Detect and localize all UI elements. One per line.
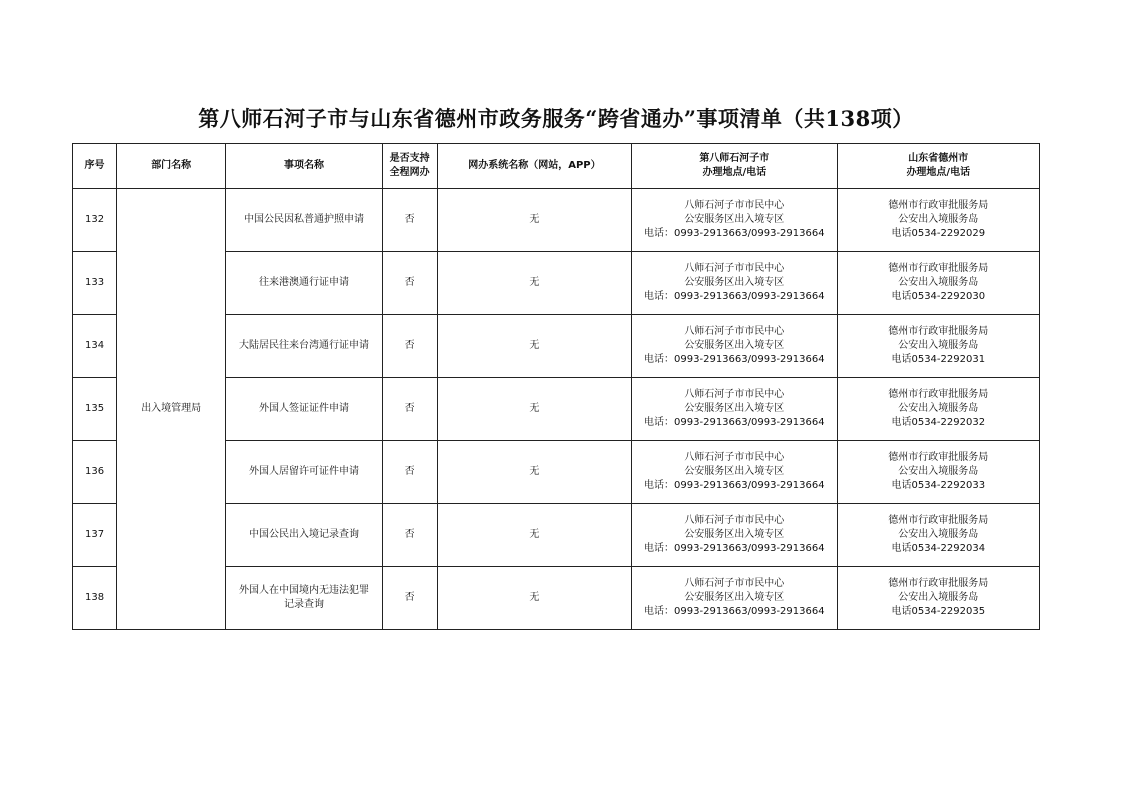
row-item-name-line1: 外国人签证证件申请: [258, 403, 349, 414]
header-bt: [632, 144, 837, 189]
row-full-online: 否: [382, 441, 437, 504]
row-dz-line1: 德州市行政审批服务局: [888, 578, 989, 589]
row-full-online: 否: [382, 189, 437, 252]
row-dz-line2: 公安出入境服务岛: [898, 214, 979, 225]
row-bt-line2: 公安服务区出入境专区: [684, 466, 785, 477]
row-dz-line2: 公安出入境服务岛: [898, 277, 979, 288]
row-dz-line2: 公安出入境服务岛: [898, 529, 979, 540]
row-item-name: [226, 441, 382, 504]
row-full-online: 否: [382, 504, 437, 567]
table-header-row: [73, 144, 1040, 189]
row-system: 无: [437, 567, 631, 630]
row-seq: 136: [73, 441, 117, 504]
table-row: [73, 189, 1040, 252]
header-seq: 序号: [73, 144, 117, 189]
row-bt-line2: 公安服务区出入境专区: [684, 529, 785, 540]
header-bt-line2: 办理地点/电话: [702, 167, 767, 178]
row-bt-phone: 电话：0993-2913663/0993-2913664: [644, 480, 825, 491]
row-full-online: 否: [382, 567, 437, 630]
row-item-name-line1: 往来港澳通行证申请: [258, 277, 349, 288]
page-title: 第八师石河子市与山东省德州市政务服务“跨省通办”事项清单（共138项）: [198, 106, 914, 131]
row-dz-line2: 公安出入境服务岛: [898, 403, 979, 414]
table-body: [73, 189, 1040, 630]
row-dz-phone: 电话0534-2292029: [891, 228, 986, 239]
row-bt-location: [632, 378, 837, 441]
row-bt-line1: 八师石河子市市民中心: [684, 389, 785, 400]
header-dz-line2: 办理地点/电话: [906, 167, 971, 178]
header-bt-line1: 第八师石河子市: [699, 153, 770, 164]
row-dz-phone: 电话0534-2292031: [891, 354, 986, 365]
row-item-name-line1: 中国公民出入境记录查询: [248, 529, 359, 540]
row-dz-phone: 电话0534-2292030: [891, 291, 986, 302]
row-seq: 135: [73, 378, 117, 441]
row-bt-line1: 八师石河子市市民中心: [684, 578, 785, 589]
row-item-name: [226, 504, 382, 567]
row-bt-phone: 电话：0993-2913663/0993-2913664: [644, 291, 825, 302]
row-seq: 134: [73, 315, 117, 378]
header-full-online: [382, 144, 437, 189]
header-dz: [837, 144, 1039, 189]
header-item: 事项名称: [226, 144, 382, 189]
header-dz-line1: 山东省德州市: [908, 153, 969, 164]
row-item-name: [226, 315, 382, 378]
row-dz-location: [837, 252, 1039, 315]
row-dz-location: [837, 441, 1039, 504]
row-item-name-line1: 大陆居民往来台湾通行证申请: [238, 340, 369, 351]
row-bt-line2: 公安服务区出入境专区: [684, 403, 785, 414]
row-bt-location: [632, 441, 837, 504]
row-bt-location: [632, 504, 837, 567]
row-dz-phone: 电话0534-2292035: [891, 606, 986, 617]
header-full-online-line2: 全程网办: [389, 167, 430, 178]
row-system: 无: [437, 315, 631, 378]
row-seq: 138: [73, 567, 117, 630]
row-seq: 137: [73, 504, 117, 567]
row-full-online: 否: [382, 378, 437, 441]
row-system: 无: [437, 441, 631, 504]
row-dz-line2: 公安出入境服务岛: [898, 340, 979, 351]
row-bt-phone: 电话：0993-2913663/0993-2913664: [644, 543, 825, 554]
row-bt-location: [632, 252, 837, 315]
row-bt-line2: 公安服务区出入境专区: [684, 277, 785, 288]
row-dz-line1: 德州市行政审批服务局: [888, 389, 989, 400]
row-dz-line1: 德州市行政审批服务局: [888, 326, 989, 337]
row-item-name: [226, 567, 382, 630]
row-bt-phone: 电话：0993-2913663/0993-2913664: [644, 228, 825, 239]
row-bt-line2: 公安服务区出入境专区: [684, 340, 785, 351]
row-bt-location: [632, 315, 837, 378]
row-bt-line1: 八师石河子市市民中心: [684, 200, 785, 211]
header-system: 网办系统名称（网站，APP）: [437, 144, 631, 189]
row-dz-location: [837, 567, 1039, 630]
row-dz-line1: 德州市行政审批服务局: [888, 200, 989, 211]
row-bt-location: [632, 567, 837, 630]
row-full-online: 否: [382, 315, 437, 378]
row-bt-phone: 电话：0993-2913663/0993-2913664: [644, 606, 825, 617]
row-dz-line1: 德州市行政审批服务局: [888, 452, 989, 463]
row-bt-line1: 八师石河子市市民中心: [684, 452, 785, 463]
row-bt-phone: 电话：0993-2913663/0993-2913664: [644, 354, 825, 365]
row-seq: 132: [73, 189, 117, 252]
row-seq: 133: [73, 252, 117, 315]
row-bt-line1: 八师石河子市市民中心: [684, 515, 785, 526]
header-full-online-line1: 是否支持: [389, 153, 430, 164]
row-dz-line1: 德州市行政审批服务局: [888, 515, 989, 526]
row-system: 无: [437, 252, 631, 315]
row-bt-line2: 公安服务区出入境专区: [684, 214, 785, 225]
row-dz-location: [837, 315, 1039, 378]
row-dz-phone: 电话0534-2292033: [891, 480, 986, 491]
row-item-name: [226, 378, 382, 441]
row-item-name-line1: 外国人居留许可证件申请: [248, 466, 359, 477]
header-dept: 部门名称: [117, 144, 226, 189]
row-dz-location: [837, 378, 1039, 441]
row-dz-phone: 电话0534-2292032: [891, 417, 986, 428]
row-dz-phone: 电话0534-2292034: [891, 543, 986, 554]
row-dz-line2: 公安出入境服务岛: [898, 592, 979, 603]
row-item-name-line1: 外国人在中国境内无违法犯罪: [238, 585, 369, 596]
row-system: 无: [437, 378, 631, 441]
row-item-name: [226, 252, 382, 315]
row-item-name: [226, 189, 382, 252]
row-full-online: 否: [382, 252, 437, 315]
row-bt-location: [632, 189, 837, 252]
row-dz-location: [837, 504, 1039, 567]
row-dz-location: [837, 189, 1039, 252]
row-bt-line2: 公安服务区出入境专区: [684, 592, 785, 603]
row-system: 无: [437, 189, 631, 252]
row-bt-line1: 八师石河子市市民中心: [684, 263, 785, 274]
row-dz-line1: 德州市行政审批服务局: [888, 263, 989, 274]
row-bt-line1: 八师石河子市市民中心: [684, 326, 785, 337]
row-bt-phone: 电话：0993-2913663/0993-2913664: [644, 417, 825, 428]
row-item-name-line1: 中国公民因私普通护照申请: [243, 214, 364, 225]
department-cell: 出入境管理局: [117, 189, 226, 630]
row-dz-line2: 公安出入境服务岛: [898, 466, 979, 477]
service-items-table: [72, 143, 1040, 630]
row-item-name-line2: 记录查询: [283, 599, 324, 610]
row-system: 无: [437, 504, 631, 567]
